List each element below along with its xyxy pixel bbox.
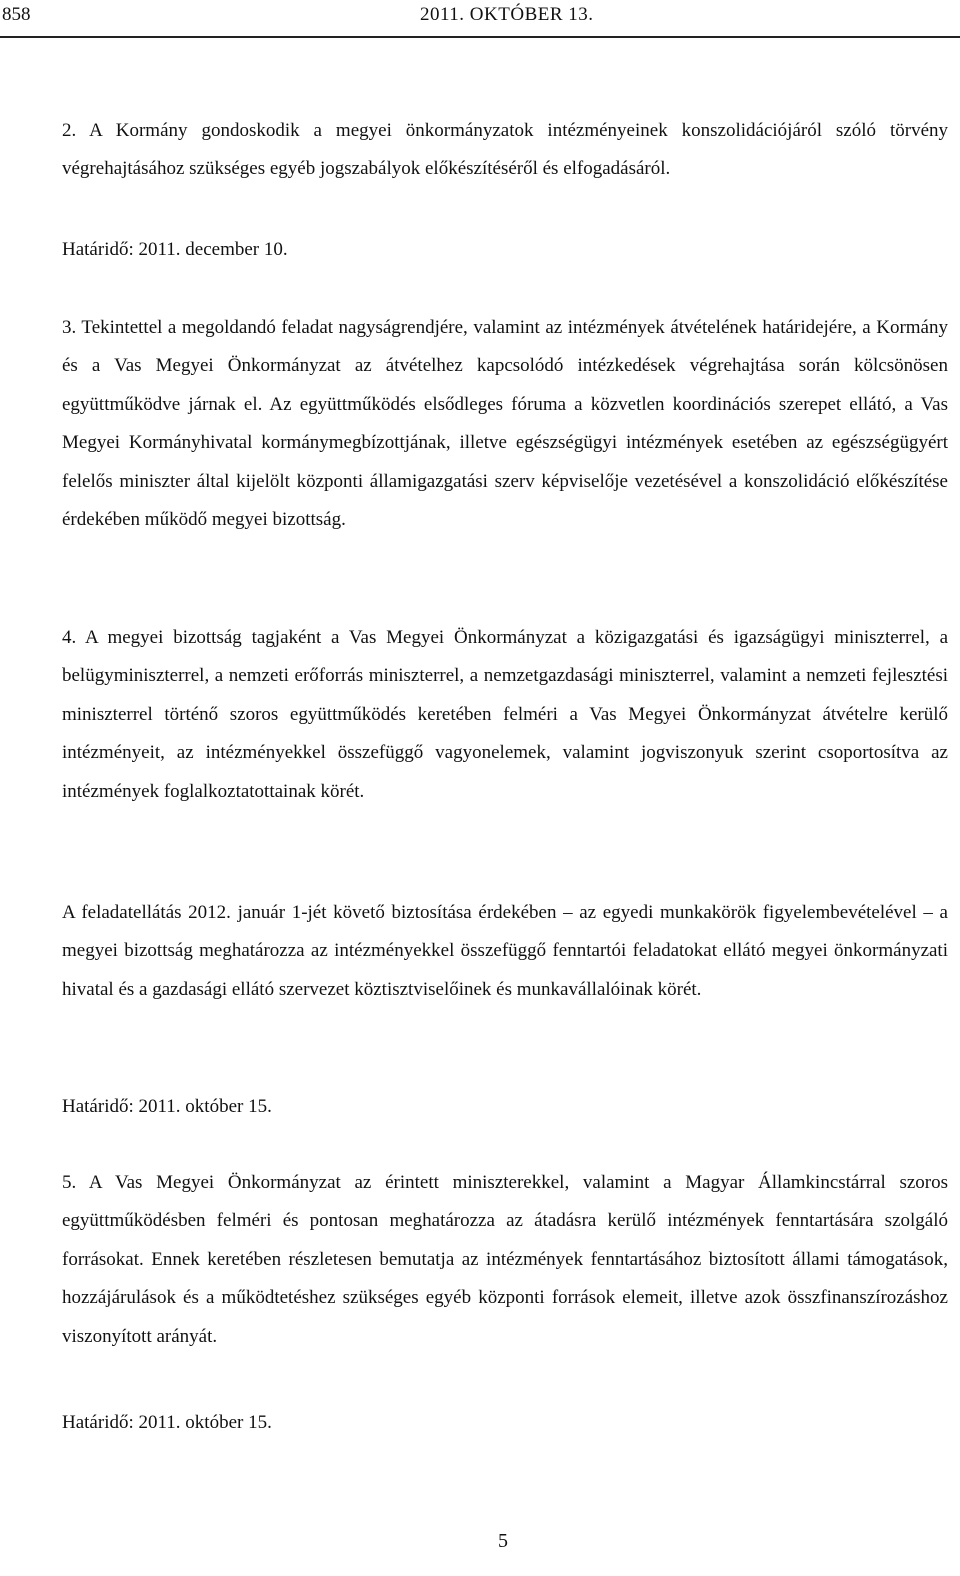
page-header — [0, 0, 960, 38]
sheet-number: 5 — [498, 1530, 508, 1552]
deadline-2: Határidő: 2011. december 10. — [62, 239, 288, 260]
issue-date: 2011. OKTÓBER 13. — [420, 4, 594, 25]
deadline-5: Határidő: 2011. október 15. — [62, 1412, 272, 1433]
paragraph-4-continuation: A feladatellátás 2012. január 1-jét követő biztosítása érdekében – az egyedi munkakörök figyelembevételével – a megyei bizottság meghatározza az intézményekkel összefüggő fenntartói feladatokat ellátó megyei önkormányzati hivatal és a gazdasági ellátó szervezet köztisztviselőinek és munkavállalóinak körét. — [62, 902, 948, 1000]
paragraph-2: 2. A Kormány gondoskodik a megyei önkormányzatok intézményeinek konszolidációjáról szóló törvény végrehajtásához szükséges egyéb jogszabályok előkészítéséről és elfogadásáról. — [62, 120, 948, 180]
deadline-4: Határidő: 2011. október 15. — [62, 1096, 272, 1117]
paragraph-3: 3. Tekintettel a megoldandó feladat nagyságrendjére, valamint az intézmények átvételének határidejére, a Kormány és a Vas Megyei Önkormányzat az átvételhez kapcsolódó intézkedések végrehajtása során kölcsönösen együttműködve járnak el. Az együttműködés elsődleges fóruma a közvetlen koordinációs szerepet ellátó, a Vas Megyei Kormányhivatal kormánymegbízottjának, illetve egészségügyi intézmények esetében az egészségügyért felelős miniszter által kijelölt központi államigazgatási szerv képviselője vezetésével a konszolidáció előkészítése érdekében működő megyei bizottság. — [62, 317, 948, 531]
paragraph-5: 5. A Vas Megyei Önkormányzat az érintett miniszterekkel, valamint a Magyar Államkincstárral szoros együttműködésben felméri és pontosan meghatározza az átadásra kerülő intézmények fenntartására szolgáló forrásokat. Ennek keretében részletesen bemutatja az intézmények fenntartásához biztosított állami támogatások, hozzájárulások és a működtetéshez szükséges egyéb központi források elemeit, illetve azok összfinanszírozáshoz viszonyított arányát. — [62, 1172, 948, 1347]
paragraph-4: 4. A megyei bizottság tagjaként a Vas Megyei Önkormányzat a közigazgatási és igazságügyi miniszterrel, a belügyminiszterrel, a nemzeti erőforrás miniszterrel, a nemzetgazdasági miniszterrel, valamint a nemzeti fejlesztési miniszterrel történő szoros együttműködés keretében felméri a Vas Megyei Önkormányzat átvételre kerülő intézményeit, az intézményekkel összefüggő vagyonelemek, valamint jogviszonyuk szerint csoportosítva az intézmények foglalkoztatottainak körét. — [62, 627, 948, 802]
page-number: 858 — [2, 4, 31, 25]
